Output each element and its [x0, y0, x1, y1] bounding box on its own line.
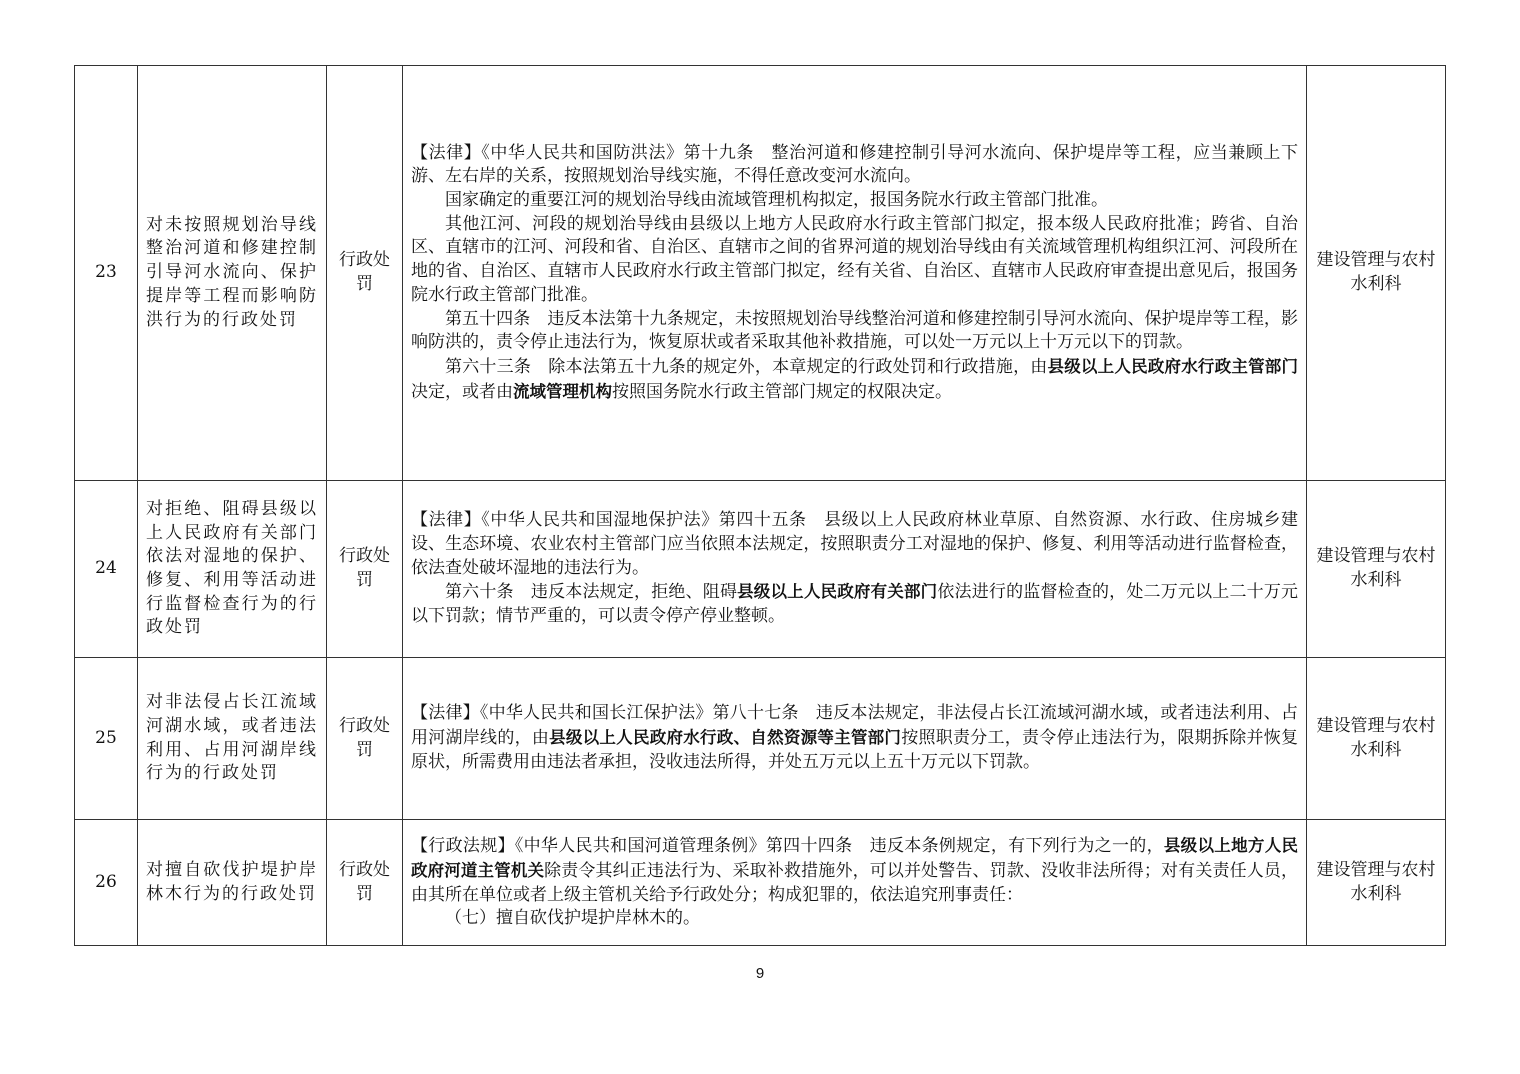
table-row: [75, 481, 1446, 658]
legal-basis: [403, 481, 1307, 658]
department: 建设管理与农村水利科: [1307, 820, 1446, 946]
page-number: 9: [755, 965, 765, 982]
basis-paragraph: 第六十三条 除本法第五十九条的规定外，本章规定的行政处罚和行政措施，由县级以上人民政府水行政主管部门决定，或者由流域管理机构按照国务院水行政主管部门规定的权限决定。: [411, 356, 1299, 402]
row-number: 26: [75, 820, 138, 946]
table-row: [75, 66, 1446, 481]
item-name: 对非法侵占长江流域河湖水域，或者违法利用、占用河湖岸线行为的行政处罚: [138, 658, 327, 820]
row-number: 24: [75, 481, 138, 658]
penalty-table: [74, 65, 1446, 946]
department: 建设管理与农村水利科: [1307, 481, 1446, 658]
responsible-authority: 县级以上人民政府水行政主管部门: [1047, 356, 1299, 376]
basis-paragraph: 第五十四条 违反本法第十九条规定，未按照规划治导线整治河道和修建控制引导河水流向、保护堤岸等工程，影响防洪的，责令停止违法行为，恢复原状或者采取其他补救措施，可以处一万元以上十万元以下的罚款。: [411, 308, 1298, 353]
item-name: 对擅自砍伐护堤护岸林木行为的行政处罚: [138, 820, 327, 946]
responsible-authority: 流域管理机构: [513, 381, 612, 401]
responsible-authority: 县级以上人民政府水行政、自然资源等主管部门: [549, 728, 902, 748]
row-number: 23: [75, 66, 138, 481]
legal-basis: [403, 658, 1307, 820]
basis-paragraph: 【法律】《中华人民共和国防洪法》第十九条 整治河道和修建控制引导河水流向、保护堤岸等工程，应当兼顾上下游、左右岸的关系，按照规划治导线实施，不得任意改变河水流向。: [411, 142, 1298, 187]
basis-paragraph: 【行政法规】《中华人民共和国河道管理条例》第四十四条 违反本条例规定，有下列行为之一的，县级以上地方人民政府河道主管机关除责令其纠正违法行为、采取补救措施外，可以并处警告、罚款、没收非法所得；对有关责任人员，由其所在单位或者上级主管机关给予行政处分；构成犯罪的，依法追究刑事责任：: [411, 836, 1299, 905]
basis-paragraph: 其他江河、河段的规划治导线由县级以上地方人民政府水行政主管部门拟定，报本级人民政府批准；跨省、自治区、直辖市的江河、河段和省、自治区、直辖市之间的省界河道的规划治导线由有关流域管理机构组织江河、河段所在地的省、自治区、直辖市人民政府水行政主管部门拟定，经有关省、自治区、直辖市人民政府审查提出意见后，报国务院水行政主管部门批准。: [411, 213, 1298, 305]
responsible-authority: 县级以上人民政府有关部门: [737, 582, 938, 602]
row-number: 25: [75, 658, 138, 820]
basis-paragraph: 【法律】《中华人民共和国长江保护法》第八十七条 违反本法规定，非法侵占长江流域河湖水域，或者违法利用、占用河湖岸线的，由县级以上人民政府水行政、自然资源等主管部门按照职责分工，责令停止违法行为，限期拆除并恢复原状，所需费用由违法者承担，没收违法所得，并处五万元以上五十万元以下罚款。: [411, 703, 1299, 772]
department: 建设管理与农村水利科: [1307, 658, 1446, 820]
responsible-authority: 县级以上地方人民政府河道主管机关: [411, 836, 1299, 880]
basis-paragraph: 第六十条 违反本法规定，拒绝、阻碍县级以上人民政府有关部门依法进行的监督检查的，处二万元以上二十万元以下罚款；情节严重的，可以责令停产停业整顿。: [411, 582, 1299, 627]
table-row: [75, 820, 1446, 946]
legal-basis: [403, 820, 1307, 946]
penalty-type: 行政处罚: [327, 481, 403, 658]
department: 建设管理与农村水利科: [1307, 66, 1446, 481]
legal-basis: [403, 66, 1307, 481]
penalty-type: 行政处罚: [327, 820, 403, 946]
basis-paragraph: 国家确定的重要江河的规划治导线由流域管理机构拟定，报国务院水行政主管部门批准。: [445, 190, 1108, 211]
basis-paragraph: （七）擅自砍伐护堤护岸林木的。: [445, 908, 700, 929]
penalty-type: 行政处罚: [327, 66, 403, 481]
basis-paragraph: 【法律】《中华人民共和国湿地保护法》第四十五条 县级以上人民政府林业草原、自然资源、水行政、住房城乡建设、生态环境、农业农村主管部门应当依照本法规定，按照职责分工对湿地的保护、修复、利用等活动进行监督检查，依法查处破坏湿地的违法行为。: [411, 510, 1298, 578]
item-name: 对拒绝、阻碍县级以上人民政府有关部门依法对湿地的保护、修复、利用等活动进行监督检查行为的行政处罚: [138, 481, 327, 658]
table-row: [75, 658, 1446, 820]
penalty-type: 行政处罚: [327, 658, 403, 820]
item-name: 对未按照规划治导线整治河道和修建控制引导河水流向、保护提岸等工程而影响防洪行为的行政处罚: [138, 66, 327, 481]
